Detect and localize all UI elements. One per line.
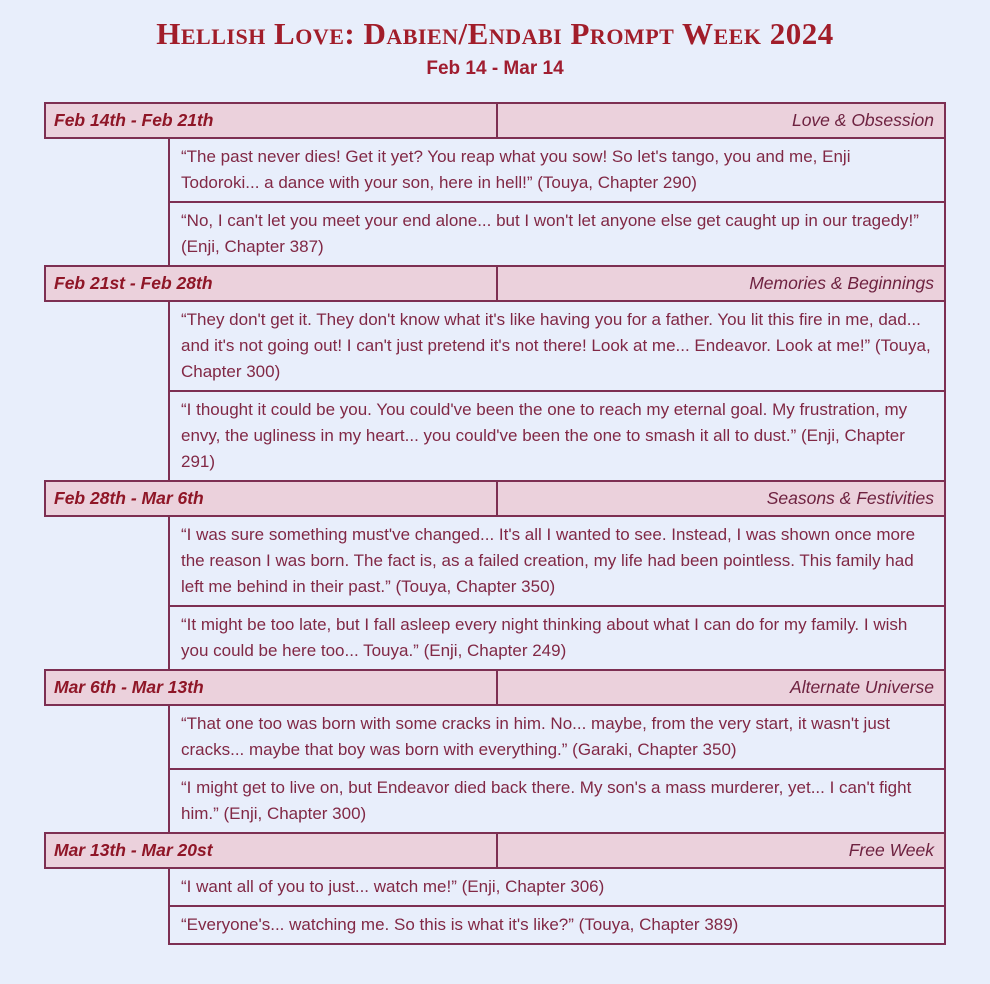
section-header bbox=[44, 102, 946, 139]
section-week-2 bbox=[44, 265, 946, 482]
page-subtitle: Feb 14 - Mar 14 bbox=[426, 58, 564, 79]
section-header bbox=[44, 480, 946, 517]
quote-cell: “I want all of you to just... watch me!” (Enji, Chapter 306) bbox=[168, 867, 946, 907]
page-title: Hellish Love: Dabien/Endabi Prompt Week 2024 bbox=[156, 16, 834, 51]
date-range: Feb 14th - Feb 21th bbox=[46, 104, 498, 137]
section-header bbox=[44, 832, 946, 869]
date-range: Feb 28th - Mar 6th bbox=[46, 482, 498, 515]
section-week-4 bbox=[44, 669, 946, 834]
quote-cell: “That one too was born with some cracks in him. No... maybe, from the very start, it wasn't just cracks... maybe that boy was born with everything.” (Garaki, Chapter 350) bbox=[168, 704, 946, 770]
section-week-3 bbox=[44, 480, 946, 671]
prompt-week-schedule bbox=[44, 102, 946, 945]
theme-label: Free Week bbox=[848, 840, 934, 860]
page bbox=[0, 16, 990, 945]
theme-label: Seasons & Festivities bbox=[766, 488, 934, 508]
quote-cell: “The past never dies! Get it yet? You reap what you sow! So let's tango, you and me, Enji Todoroki... a dance with your son, here in hell!” (Touya, Chapter 290) bbox=[168, 137, 946, 203]
quote-cell: “Everyone's... watching me. So this is what it's like?” (Touya, Chapter 389) bbox=[168, 905, 946, 945]
quote-cell: “I might get to live on, but Endeavor died back there. My son's a mass murderer, yet... I can't fight him.” (Enji, Chapter 300) bbox=[168, 768, 946, 834]
quote-cell: “They don't get it. They don't know what it's like having you for a father. You lit this fire in me, dad... and it's not going out! I can't just pretend it's not there! Look at me... Endeavor. Look at me!” (Touya, Chapter 300) bbox=[168, 300, 946, 392]
quote-cell: “No, I can't let you meet your end alone... but I won't let anyone else get caught up in our tragedy!” (Enji, Chapter 387) bbox=[168, 201, 946, 267]
date-range: Mar 6th - Mar 13th bbox=[46, 671, 498, 704]
section-week-1 bbox=[44, 102, 946, 267]
quote-cell: “It might be too late, but I fall asleep every night thinking about what I can do for my family. I wish you could be here too... Touya.” (Enji, Chapter 249) bbox=[168, 605, 946, 671]
date-range: Feb 21st - Feb 28th bbox=[46, 267, 498, 300]
quote-cell: “I thought it could be you. You could've been the one to reach my eternal goal. My frustration, my envy, the ugliness in my heart... you could've been the one to smash it all to dust.” (Enji, Chapter 291) bbox=[168, 390, 946, 482]
quote-cell: “I was sure something must've changed... It's all I wanted to see. Instead, I was shown once more the reason I was born. The fact is, as a failed creation, my life had been pointless. This family had left me behind in their past.” (Touya, Chapter 350) bbox=[168, 515, 946, 607]
theme-label: Memories & Beginnings bbox=[749, 273, 934, 293]
theme-label: Love & Obsession bbox=[791, 110, 934, 130]
section-header bbox=[44, 669, 946, 706]
section-week-5 bbox=[44, 832, 946, 945]
date-range: Mar 13th - Mar 20st bbox=[46, 834, 498, 867]
theme-label: Alternate Universe bbox=[790, 677, 934, 697]
section-header bbox=[44, 265, 946, 302]
